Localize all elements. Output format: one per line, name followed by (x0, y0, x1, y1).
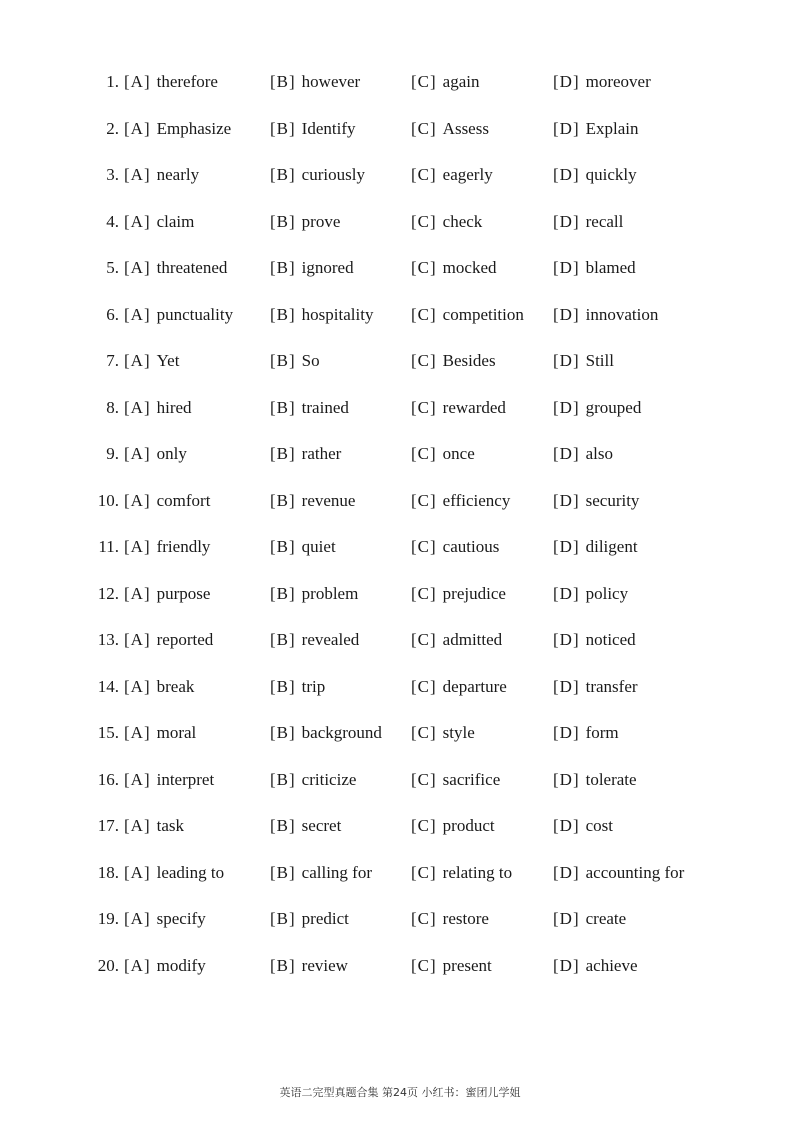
option-text: trip (301, 676, 326, 696)
question-row (0, 341, 800, 388)
option-a (124, 72, 218, 92)
option-text: moral (156, 723, 197, 742)
option-letter: [A] (124, 118, 151, 138)
option-c (411, 119, 489, 139)
option-text: accounting for (585, 862, 685, 882)
option-d (553, 909, 626, 929)
option-b (270, 584, 358, 604)
option-d (553, 537, 638, 557)
option-a (124, 770, 214, 790)
option-text: claim (156, 211, 195, 231)
question-row (0, 62, 800, 109)
option-letter: [C] (411, 444, 437, 463)
option-b (270, 816, 341, 836)
option-a (124, 212, 194, 232)
question-number: 3. (106, 165, 119, 184)
option-text: tolerate (585, 769, 637, 789)
option-letter: [A] (124, 862, 151, 882)
option-letter: [B] (270, 490, 296, 510)
option-text: threatened (156, 258, 228, 277)
option-letter: [C] (411, 676, 437, 696)
question-number: 4. (106, 211, 119, 231)
option-text: break (156, 676, 195, 696)
option-text: restore (442, 909, 489, 928)
option-b (270, 630, 359, 650)
option-c (411, 72, 480, 92)
option-letter: [C] (411, 258, 437, 277)
option-letter: [D] (553, 537, 580, 556)
option-letter: [A] (124, 816, 151, 835)
option-text: reported (156, 630, 214, 649)
option-text: quiet (301, 537, 336, 556)
option-letter: [D] (553, 118, 580, 138)
option-text: ignored (301, 258, 354, 277)
question-row (0, 155, 800, 202)
question-number: 8. (106, 397, 119, 417)
page-footer: 英语二完型真题合集 第24页 小红书：蜜团儿学姐 (279, 1086, 521, 1099)
option-text: check (442, 211, 483, 231)
option-text: departure (442, 676, 507, 696)
option-text: diligent (585, 537, 638, 556)
question-number: 10. (97, 490, 119, 510)
question-row (0, 527, 800, 574)
question-number: 16. (97, 769, 119, 789)
option-letter: [B] (270, 351, 296, 370)
option-a (124, 165, 199, 185)
question-list (0, 62, 800, 992)
option-letter: [D] (553, 351, 580, 370)
question-number: 12. (97, 583, 119, 603)
option-b (270, 444, 341, 464)
option-c (411, 305, 524, 325)
option-letter: [D] (553, 583, 580, 603)
option-text: again (442, 72, 480, 91)
option-letter: [A] (124, 583, 151, 603)
option-d (553, 444, 613, 464)
option-a (124, 398, 192, 418)
option-b (270, 258, 354, 278)
option-letter: [D] (553, 769, 580, 789)
option-letter: [A] (124, 165, 151, 184)
option-d (553, 212, 623, 232)
option-text: once (442, 444, 475, 463)
option-a (124, 119, 231, 139)
option-d (553, 398, 641, 418)
option-c (411, 537, 499, 557)
option-letter: [B] (270, 444, 296, 463)
option-d (553, 863, 684, 883)
option-d (553, 258, 636, 278)
option-letter: [B] (270, 304, 296, 324)
option-letter: [B] (270, 816, 296, 835)
option-text: modify (156, 955, 206, 975)
option-letter: [D] (553, 862, 580, 882)
option-text: revealed (301, 630, 360, 649)
option-text: quickly (585, 165, 637, 184)
option-text: background (301, 723, 382, 742)
option-letter: [A] (124, 351, 151, 370)
option-text: punctuality (156, 304, 234, 324)
option-a (124, 584, 210, 604)
option-a (124, 909, 206, 929)
question-number: 5. (106, 258, 119, 277)
option-a (124, 630, 213, 650)
option-letter: [B] (270, 397, 296, 417)
option-b (270, 770, 356, 790)
option-c (411, 584, 506, 604)
option-d (553, 816, 613, 836)
option-letter: [B] (270, 118, 296, 138)
option-b (270, 956, 348, 976)
option-c (411, 444, 475, 464)
option-a (124, 305, 233, 325)
option-letter: [D] (553, 955, 580, 975)
option-d (553, 677, 638, 697)
option-c (411, 398, 506, 418)
option-letter: [B] (270, 955, 296, 975)
option-text: interpret (156, 769, 215, 789)
option-text: predict (301, 909, 349, 928)
option-text: prejudice (442, 583, 506, 603)
option-letter: [B] (270, 909, 296, 928)
question-row (0, 899, 800, 946)
option-letter: [A] (124, 769, 151, 789)
option-letter: [C] (411, 769, 437, 789)
question-row (0, 620, 800, 667)
option-letter: [C] (411, 909, 437, 928)
question-number: 20. (97, 955, 119, 975)
question-row (0, 806, 800, 853)
option-a (124, 258, 227, 278)
option-text: Assess (442, 118, 489, 138)
option-letter: [B] (270, 258, 296, 277)
option-letter: [D] (553, 490, 580, 510)
option-letter: [C] (411, 397, 437, 417)
option-letter: [D] (553, 165, 580, 184)
question-number: 17. (97, 816, 119, 835)
option-a (124, 956, 206, 976)
option-text: present (442, 955, 492, 975)
option-text: problem (301, 583, 359, 603)
option-letter: [B] (270, 676, 296, 696)
option-text: revenue (301, 490, 356, 510)
option-text: admitted (442, 630, 503, 649)
option-d (553, 72, 651, 92)
option-d (553, 305, 658, 325)
option-text: innovation (585, 304, 659, 324)
option-letter: [A] (124, 630, 151, 649)
option-letter: [A] (124, 723, 151, 742)
option-text: leading to (156, 862, 225, 882)
question-row (0, 295, 800, 342)
option-letter: [A] (124, 397, 151, 417)
option-b (270, 351, 320, 371)
option-letter: [A] (124, 909, 151, 928)
option-text: form (585, 723, 619, 742)
option-b (270, 398, 349, 418)
option-text: style (442, 723, 475, 742)
option-letter: [D] (553, 72, 580, 91)
option-letter: [A] (124, 258, 151, 277)
option-letter: [C] (411, 211, 437, 231)
option-b (270, 677, 325, 697)
option-letter: [C] (411, 723, 437, 742)
option-text: secret (301, 816, 342, 835)
option-letter: [D] (553, 676, 580, 696)
question-row (0, 853, 800, 900)
option-text: curiously (301, 165, 365, 184)
option-b (270, 723, 382, 743)
option-letter: [D] (553, 630, 580, 649)
question-number: 7. (106, 351, 119, 370)
option-text: Still (585, 351, 614, 370)
option-text: relating to (442, 862, 513, 882)
option-text: Identify (301, 118, 356, 138)
option-text: task (156, 816, 184, 835)
option-letter: [B] (270, 211, 296, 231)
option-c (411, 863, 512, 883)
option-d (553, 723, 619, 743)
option-text: competition (442, 304, 524, 324)
option-letter: [C] (411, 351, 437, 370)
option-c (411, 723, 475, 743)
option-text: noticed (585, 630, 636, 649)
option-a (124, 351, 179, 371)
option-letter: [A] (124, 955, 151, 975)
question-number: 6. (106, 304, 119, 324)
option-a (124, 491, 210, 511)
option-text: eagerly (442, 165, 493, 184)
option-a (124, 677, 194, 697)
option-text: trained (301, 397, 349, 417)
option-text: purpose (156, 583, 211, 603)
option-c (411, 956, 492, 976)
option-text: friendly (156, 537, 211, 556)
option-letter: [D] (553, 723, 580, 742)
option-c (411, 909, 489, 929)
option-text: rather (301, 444, 342, 463)
question-number: 18. (97, 862, 119, 882)
option-c (411, 816, 495, 836)
option-d (553, 351, 614, 371)
option-c (411, 677, 507, 697)
option-text: therefore (156, 72, 218, 91)
option-letter: [D] (553, 444, 580, 463)
option-letter: [D] (553, 211, 580, 231)
option-text: achieve (585, 955, 638, 975)
option-text: however (301, 72, 361, 91)
option-d (553, 491, 639, 511)
option-b (270, 212, 340, 232)
option-b (270, 72, 360, 92)
option-text: cautious (442, 537, 500, 556)
option-c (411, 491, 510, 511)
option-letter: [C] (411, 862, 437, 882)
question-number: 19. (97, 909, 119, 928)
option-letter: [C] (411, 816, 437, 835)
question-number: 9. (106, 444, 119, 463)
option-letter: [B] (270, 537, 296, 556)
option-d (553, 165, 637, 185)
option-a (124, 816, 184, 836)
option-letter: [B] (270, 769, 296, 789)
option-text: blamed (585, 258, 636, 277)
option-letter: [C] (411, 165, 437, 184)
option-c (411, 770, 500, 790)
option-text: comfort (156, 490, 211, 510)
option-letter: [B] (270, 862, 296, 882)
option-text: Explain (585, 118, 639, 138)
option-b (270, 305, 373, 325)
option-text: cost (585, 816, 613, 835)
option-c (411, 212, 482, 232)
option-letter: [A] (124, 211, 151, 231)
option-text: Yet (156, 351, 180, 370)
option-b (270, 863, 372, 883)
option-text: hospitality (301, 304, 374, 324)
option-letter: [C] (411, 583, 437, 603)
option-letter: [B] (270, 72, 296, 91)
option-d (553, 119, 639, 139)
option-text: transfer (585, 676, 638, 696)
option-a (124, 863, 224, 883)
option-letter: [C] (411, 955, 437, 975)
option-c (411, 165, 493, 185)
option-text: hired (156, 397, 192, 417)
option-letter: [B] (270, 583, 296, 603)
option-text: moreover (585, 72, 651, 91)
question-row (0, 434, 800, 481)
option-text: also (585, 444, 613, 463)
question-row (0, 946, 800, 993)
option-text: efficiency (442, 490, 511, 510)
question-number: 1. (106, 72, 119, 91)
question-number: 13. (97, 630, 119, 649)
question-row (0, 713, 800, 760)
option-text: calling for (301, 862, 373, 882)
option-letter: [C] (411, 304, 437, 324)
option-text: recall (585, 211, 624, 231)
option-text: mocked (442, 258, 497, 277)
option-c (411, 351, 496, 371)
option-letter: [C] (411, 118, 437, 138)
option-text: sacrifice (442, 769, 501, 789)
option-text: Emphasize (156, 118, 232, 138)
option-a (124, 723, 196, 743)
option-letter: [A] (124, 444, 151, 463)
question-row (0, 248, 800, 295)
question-row (0, 481, 800, 528)
option-letter: [B] (270, 723, 296, 742)
option-letter: [D] (553, 304, 580, 324)
question-number: 2. (106, 118, 119, 138)
question-number: 15. (97, 723, 119, 742)
option-letter: [A] (124, 72, 151, 91)
option-b (270, 909, 349, 929)
option-letter: [C] (411, 490, 437, 510)
option-text: only (156, 444, 187, 463)
option-letter: [D] (553, 397, 580, 417)
option-b (270, 537, 336, 557)
option-letter: [B] (270, 630, 296, 649)
option-text: specify (156, 909, 206, 928)
option-b (270, 119, 356, 139)
option-letter: [A] (124, 490, 151, 510)
question-row (0, 109, 800, 156)
option-text: nearly (156, 165, 200, 184)
option-b (270, 165, 365, 185)
question-number: 11. (98, 537, 119, 556)
option-d (553, 770, 637, 790)
question-row (0, 760, 800, 807)
option-text: prove (301, 211, 341, 231)
option-d (553, 630, 636, 650)
option-letter: [D] (553, 258, 580, 277)
option-a (124, 537, 210, 557)
option-letter: [A] (124, 537, 151, 556)
option-letter: [C] (411, 537, 437, 556)
option-text: create (585, 909, 627, 928)
option-text: review (301, 955, 348, 975)
option-text: Besides (442, 351, 496, 370)
option-letter: [B] (270, 165, 296, 184)
option-d (553, 956, 638, 976)
option-text: grouped (585, 397, 642, 417)
option-letter: [A] (124, 676, 151, 696)
question-row (0, 667, 800, 714)
option-letter: [D] (553, 909, 580, 928)
option-text: product (442, 816, 495, 835)
option-text: So (301, 351, 320, 370)
question-row (0, 574, 800, 621)
option-text: policy (585, 583, 629, 603)
option-text: rewarded (442, 397, 506, 417)
option-b (270, 491, 355, 511)
option-c (411, 630, 502, 650)
question-row (0, 388, 800, 435)
option-c (411, 258, 497, 278)
question-row (0, 202, 800, 249)
option-letter: [A] (124, 304, 151, 324)
option-a (124, 444, 187, 464)
option-text: security (585, 490, 640, 510)
option-letter: [C] (411, 72, 437, 91)
option-text: criticize (301, 769, 357, 789)
question-number: 14. (97, 676, 119, 696)
option-letter: [D] (553, 816, 580, 835)
option-d (553, 584, 628, 604)
option-letter: [C] (411, 630, 437, 649)
